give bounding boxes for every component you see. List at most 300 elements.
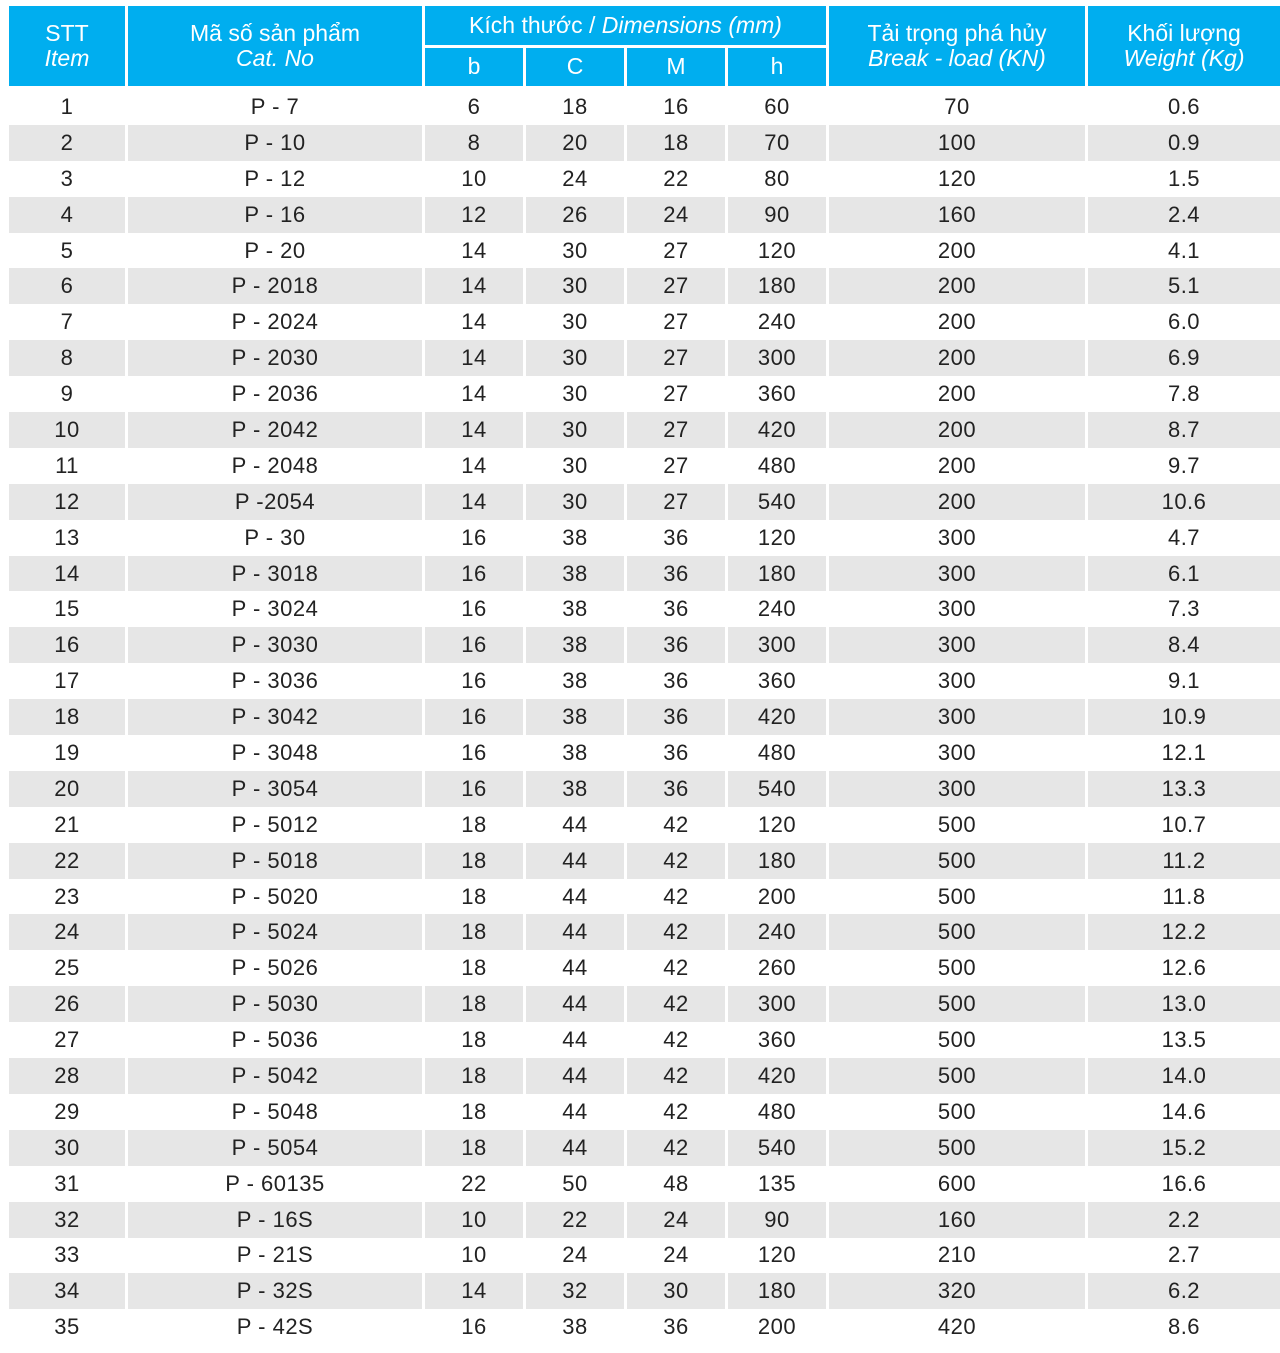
break-load-cell: 420 [937, 1314, 977, 1340]
dim-h-cell: 240 [757, 309, 797, 335]
dim-c-cell: 30 [562, 309, 588, 335]
break-load-cell: 320 [829, 1273, 1085, 1309]
dim-c-cell: 44 [526, 986, 624, 1022]
table-row [9, 412, 1280, 448]
header-item-vi: STT [45, 19, 89, 46]
dim-m-cell: 36 [663, 596, 689, 622]
break-load-cell: 500 [829, 914, 1085, 950]
table-row [9, 86, 1280, 125]
header-weight-en: Weight (Kg) [1123, 45, 1245, 71]
item-cell: 13 [54, 524, 80, 550]
dim-b-cell: 18 [461, 955, 487, 981]
break-load-cell: 500 [937, 883, 977, 909]
header-load-en: Break - load (KN) [868, 45, 1046, 71]
dim-b-cell: 16 [461, 739, 487, 765]
item-cell: 20 [9, 771, 125, 807]
dim-b-cell: 10 [461, 1242, 487, 1268]
cat-no-cell: P - 3024 [231, 596, 319, 622]
dim-h-cell: 120 [757, 1242, 797, 1268]
dim-h-cell: 200 [757, 1314, 797, 1340]
table-row [9, 1202, 1280, 1238]
table-row [9, 950, 1280, 986]
item-cell: 35 [54, 1314, 80, 1340]
dim-c-cell: 38 [526, 699, 624, 735]
header-weight-vi: Khối lượng [1127, 19, 1241, 46]
break-load-cell: 500 [829, 1130, 1085, 1166]
dim-b-cell: 18 [461, 1027, 487, 1053]
dim-m-cell: 30 [627, 1273, 725, 1309]
dim-h-cell: 200 [757, 883, 797, 909]
dim-c-cell: 30 [562, 237, 588, 263]
dim-m-cell: 42 [627, 1058, 725, 1094]
dim-h-cell: 240 [757, 596, 797, 622]
dim-b-cell: 14 [425, 484, 523, 520]
cat-no-cell: P - 5020 [231, 883, 319, 909]
break-load-cell: 200 [829, 484, 1085, 520]
dim-c-cell: 32 [526, 1273, 624, 1309]
dim-m-cell: 24 [663, 1242, 689, 1268]
table-row [9, 125, 1280, 161]
cat-no-cell: P - 3030 [128, 627, 422, 663]
table-row [9, 914, 1280, 950]
table-row [9, 1238, 1280, 1274]
header-dim-c: C [526, 45, 624, 86]
cat-no-cell: P - 5042 [128, 1058, 422, 1094]
dim-h-cell: 300 [728, 986, 826, 1022]
weight-cell: 2.4 [1088, 197, 1280, 233]
header-cat [128, 6, 422, 86]
table-row [9, 699, 1280, 735]
dim-m-cell: 16 [663, 93, 689, 119]
cat-no-cell: P - 5036 [231, 1027, 319, 1053]
dim-c-cell: 30 [562, 381, 588, 407]
table-row [9, 448, 1280, 484]
dim-m-cell: 42 [663, 1027, 689, 1053]
dim-b-cell: 10 [461, 165, 487, 191]
dim-m-cell: 42 [627, 986, 725, 1022]
cat-no-cell: P - 42S [236, 1314, 314, 1340]
cat-no-cell: P - 16 [128, 197, 422, 233]
dim-h-cell: 420 [728, 412, 826, 448]
dim-m-cell: 24 [627, 1202, 725, 1238]
table-row [9, 304, 1280, 340]
item-cell: 3 [60, 165, 74, 191]
dim-h-cell: 80 [764, 165, 790, 191]
dim-b-cell: 8 [425, 125, 523, 161]
cat-no-cell: P - 3042 [128, 699, 422, 735]
dim-h-cell: 420 [728, 1058, 826, 1094]
item-cell: 24 [9, 914, 125, 950]
dim-h-cell: 90 [728, 1202, 826, 1238]
cat-no-cell: P - 30 [244, 524, 306, 550]
cat-no-cell: P - 3036 [231, 668, 319, 694]
break-load-cell: 300 [937, 668, 977, 694]
break-load-cell: 500 [937, 1027, 977, 1053]
table-row [9, 520, 1280, 556]
dim-c-cell: 44 [526, 914, 624, 950]
break-load-cell: 500 [829, 986, 1085, 1022]
dim-b-cell: 16 [425, 556, 523, 592]
dim-m-cell: 36 [627, 771, 725, 807]
table-row [9, 376, 1280, 412]
table-row [9, 233, 1280, 269]
dim-c-cell: 38 [526, 556, 624, 592]
item-cell: 18 [9, 699, 125, 735]
header-dimensions-en: Dimensions (mm) [601, 11, 782, 38]
dim-c-cell: 24 [562, 1242, 588, 1268]
header-dim-b: b [425, 45, 523, 86]
dim-b-cell: 14 [425, 412, 523, 448]
dim-m-cell: 36 [663, 1314, 689, 1340]
dim-b-cell: 18 [425, 914, 523, 950]
dim-m-cell: 36 [627, 627, 725, 663]
dim-h-cell: 360 [757, 668, 797, 694]
weight-cell: 11.2 [1088, 843, 1280, 879]
break-load-cell: 200 [937, 309, 977, 335]
dim-c-cell: 24 [562, 165, 588, 191]
table-row [9, 1058, 1280, 1094]
dim-h-cell: 240 [728, 914, 826, 950]
weight-cell: 13.5 [1161, 1027, 1207, 1053]
cat-no-cell: P - 21S [236, 1242, 314, 1268]
dim-b-cell: 18 [425, 843, 523, 879]
weight-cell: 0.6 [1167, 93, 1201, 119]
dim-b-cell: 14 [425, 268, 523, 304]
table-row [9, 807, 1280, 843]
dim-c-cell: 44 [526, 843, 624, 879]
table-row [9, 268, 1280, 304]
dim-h-cell: 120 [757, 237, 797, 263]
dim-h-cell: 480 [757, 739, 797, 765]
dim-m-cell: 36 [627, 556, 725, 592]
item-cell: 28 [9, 1058, 125, 1094]
dim-c-cell: 44 [562, 1098, 588, 1124]
cat-no-cell: P - 5048 [231, 1098, 319, 1124]
break-load-cell: 100 [829, 125, 1085, 161]
item-cell: 8 [9, 340, 125, 376]
table-header [9, 6, 1280, 86]
dim-b-cell: 18 [425, 1130, 523, 1166]
dim-m-cell: 27 [627, 268, 725, 304]
dim-b-cell: 10 [425, 1202, 523, 1238]
item-cell: 9 [60, 381, 74, 407]
dim-c-cell: 38 [562, 596, 588, 622]
dim-m-cell: 27 [663, 381, 689, 407]
weight-cell: 6.9 [1088, 340, 1280, 376]
table-row [9, 340, 1280, 376]
dim-h-cell: 540 [728, 1130, 826, 1166]
break-load-cell: 200 [937, 237, 977, 263]
table-row [9, 1309, 1280, 1345]
item-cell: 17 [54, 668, 80, 694]
break-load-cell: 500 [937, 811, 977, 837]
dim-h-cell: 360 [757, 1027, 797, 1053]
table-row [9, 591, 1280, 627]
table-row [9, 1022, 1280, 1058]
dim-b-cell: 12 [425, 197, 523, 233]
cat-no-cell: P - 32S [128, 1273, 422, 1309]
weight-cell: 14.6 [1161, 1098, 1207, 1124]
item-cell: 16 [9, 627, 125, 663]
weight-cell: 10.9 [1088, 699, 1280, 735]
dim-b-cell: 14 [461, 452, 487, 478]
item-cell: 11 [55, 452, 79, 478]
weight-cell: 1.5 [1167, 165, 1201, 191]
dim-c-cell: 18 [562, 93, 588, 119]
item-cell: 30 [9, 1130, 125, 1166]
weight-cell: 14.0 [1088, 1058, 1280, 1094]
dim-h-cell: 180 [728, 268, 826, 304]
cat-no-cell: P - 5026 [231, 955, 319, 981]
item-cell: 21 [54, 811, 80, 837]
dim-c-cell: 44 [562, 883, 588, 909]
dim-h-cell: 540 [728, 484, 826, 520]
dim-h-cell: 180 [728, 843, 826, 879]
dim-c-cell: 44 [562, 955, 588, 981]
dim-h-cell: 540 [728, 771, 826, 807]
dim-m-cell: 18 [627, 125, 725, 161]
cat-no-cell: P - 16S [128, 1202, 422, 1238]
dim-m-cell: 42 [663, 883, 689, 909]
header-dimensions [425, 6, 826, 45]
dim-c-cell: 26 [526, 197, 624, 233]
dim-m-cell: 36 [663, 668, 689, 694]
dim-h-cell: 90 [728, 197, 826, 233]
break-load-cell: 300 [937, 596, 977, 622]
weight-cell: 13.0 [1088, 986, 1280, 1022]
dim-h-cell: 180 [728, 1273, 826, 1309]
dim-h-cell: 60 [764, 93, 790, 119]
dim-h-cell: 480 [757, 452, 797, 478]
dim-c-cell: 22 [526, 1202, 624, 1238]
break-load-cell: 500 [829, 843, 1085, 879]
item-cell: 19 [54, 739, 80, 765]
item-cell: 25 [54, 955, 80, 981]
break-load-cell: 200 [829, 340, 1085, 376]
header-dim-m: M [627, 45, 725, 86]
weight-cell: 10.6 [1088, 484, 1280, 520]
break-load-cell: 160 [829, 1202, 1085, 1238]
dim-h-cell: 135 [757, 1170, 797, 1196]
break-load-cell: 160 [829, 197, 1085, 233]
weight-cell: 9.7 [1167, 452, 1201, 478]
weight-cell: 12.1 [1161, 739, 1207, 765]
header-cat-vi: Mã số sản phẩm [189, 19, 361, 46]
dim-b-cell: 16 [461, 596, 487, 622]
spec-table [6, 6, 1280, 1345]
break-load-cell: 200 [829, 268, 1085, 304]
dim-c-cell: 38 [562, 524, 588, 550]
item-cell: 15 [54, 596, 80, 622]
dim-c-cell: 30 [526, 340, 624, 376]
item-cell: 33 [54, 1242, 80, 1268]
header-item [9, 6, 125, 86]
cat-no-cell: P - 5024 [128, 914, 422, 950]
dim-c-cell: 44 [526, 1058, 624, 1094]
item-cell: 2 [9, 125, 125, 161]
cat-no-cell: P - 60135 [225, 1170, 325, 1196]
table-body [9, 86, 1280, 1345]
cat-no-cell: P - 2024 [231, 309, 319, 335]
cat-no-cell: P - 5018 [128, 843, 422, 879]
dim-b-cell: 22 [461, 1170, 487, 1196]
dim-m-cell: 42 [663, 1098, 689, 1124]
table-row [9, 627, 1280, 663]
cat-no-cell: P - 2030 [128, 340, 422, 376]
item-cell: 34 [9, 1273, 125, 1309]
table-row [9, 484, 1280, 520]
weight-cell: 15.2 [1088, 1130, 1280, 1166]
table-row [9, 879, 1280, 915]
weight-cell: 4.7 [1167, 524, 1201, 550]
break-load-cell: 300 [829, 627, 1085, 663]
header-dimensions-vi: Kích thước / [469, 11, 596, 38]
cat-no-cell: P - 2048 [231, 452, 319, 478]
dim-c-cell: 44 [562, 1027, 588, 1053]
dim-m-cell: 42 [627, 1130, 725, 1166]
dim-c-cell: 30 [526, 484, 624, 520]
dim-m-cell: 27 [663, 452, 689, 478]
weight-cell: 0.9 [1088, 125, 1280, 161]
table-row [9, 843, 1280, 879]
dim-b-cell: 16 [425, 699, 523, 735]
dim-m-cell: 48 [663, 1170, 689, 1196]
cat-no-cell: P - 5012 [231, 811, 319, 837]
break-load-cell: 500 [937, 1098, 977, 1124]
dim-m-cell: 42 [627, 843, 725, 879]
weight-cell: 10.7 [1161, 811, 1207, 837]
table-row [9, 1130, 1280, 1166]
dim-h-cell: 300 [728, 627, 826, 663]
dim-c-cell: 38 [562, 1314, 588, 1340]
weight-cell: 12.2 [1088, 914, 1280, 950]
dim-b-cell: 14 [461, 309, 487, 335]
break-load-cell: 200 [829, 412, 1085, 448]
weight-cell: 5.1 [1088, 268, 1280, 304]
dim-b-cell: 14 [425, 1273, 523, 1309]
table-row [9, 1166, 1280, 1202]
dim-c-cell: 50 [562, 1170, 588, 1196]
cat-no-cell: P - 3018 [128, 556, 422, 592]
dim-h-cell: 120 [757, 524, 797, 550]
header-load [829, 6, 1085, 86]
break-load-cell: 300 [937, 524, 977, 550]
break-load-cell: 200 [937, 452, 977, 478]
dim-m-cell: 22 [663, 165, 689, 191]
break-load-cell: 70 [944, 93, 970, 119]
cat-no-cell: P -2054 [128, 484, 422, 520]
dim-m-cell: 36 [663, 524, 689, 550]
header-dim-h: h [728, 45, 826, 86]
dim-b-cell: 6 [467, 93, 481, 119]
dim-m-cell: 27 [663, 237, 689, 263]
table-row [9, 771, 1280, 807]
dim-m-cell: 24 [627, 197, 725, 233]
cat-no-cell: P - 3054 [128, 771, 422, 807]
dim-b-cell: 18 [425, 986, 523, 1022]
header-load-vi: Tải trọng phá hủy [867, 19, 1047, 46]
table-row [9, 556, 1280, 592]
weight-cell: 6.0 [1167, 309, 1201, 335]
dim-c-cell: 30 [526, 268, 624, 304]
dim-b-cell: 16 [425, 771, 523, 807]
item-cell: 5 [60, 237, 74, 263]
weight-cell: 2.2 [1088, 1202, 1280, 1238]
header-cat-en: Cat. No [236, 45, 314, 71]
dim-b-cell: 14 [461, 237, 487, 263]
item-cell: 23 [54, 883, 80, 909]
cat-no-cell: P - 12 [244, 165, 306, 191]
table-row [9, 1094, 1280, 1130]
break-load-cell: 200 [937, 381, 977, 407]
dim-b-cell: 18 [461, 1098, 487, 1124]
dim-h-cell: 260 [757, 955, 797, 981]
weight-cell: 7.3 [1167, 596, 1201, 622]
cat-no-cell: P - 7 [250, 93, 300, 119]
dim-c-cell: 38 [526, 627, 624, 663]
dim-b-cell: 16 [425, 627, 523, 663]
dim-c-cell: 38 [526, 771, 624, 807]
weight-cell: 11.8 [1162, 883, 1206, 909]
break-load-cell: 500 [937, 955, 977, 981]
break-load-cell: 300 [829, 556, 1085, 592]
item-cell: 31 [54, 1170, 80, 1196]
dim-h-cell: 480 [757, 1098, 797, 1124]
item-cell: 10 [9, 412, 125, 448]
weight-cell: 6.1 [1088, 556, 1280, 592]
dim-c-cell: 44 [562, 811, 588, 837]
table-row [9, 663, 1280, 699]
item-cell: 4 [9, 197, 125, 233]
dim-m-cell: 36 [663, 739, 689, 765]
dim-m-cell: 27 [663, 309, 689, 335]
item-cell: 14 [9, 556, 125, 592]
weight-cell: 8.6 [1167, 1314, 1201, 1340]
dim-b-cell: 16 [461, 668, 487, 694]
item-cell: 6 [9, 268, 125, 304]
weight-cell: 8.4 [1088, 627, 1280, 663]
header-weight [1088, 6, 1280, 86]
header-item-en: Item [44, 45, 90, 71]
break-load-cell: 300 [937, 739, 977, 765]
item-cell: 1 [60, 93, 74, 119]
dim-h-cell: 120 [757, 811, 797, 837]
table-row [9, 1273, 1280, 1309]
break-load-cell: 120 [937, 165, 977, 191]
break-load-cell: 300 [829, 771, 1085, 807]
cat-no-cell: P - 3048 [231, 739, 319, 765]
weight-cell: 12.6 [1161, 955, 1207, 981]
weight-cell: 6.2 [1088, 1273, 1280, 1309]
dim-m-cell: 27 [627, 412, 725, 448]
break-load-cell: 600 [937, 1170, 977, 1196]
item-cell: 22 [9, 843, 125, 879]
dim-b-cell: 16 [461, 524, 487, 550]
break-load-cell: 300 [829, 699, 1085, 735]
dim-b-cell: 14 [425, 340, 523, 376]
item-cell: 12 [9, 484, 125, 520]
weight-cell: 9.1 [1167, 668, 1201, 694]
item-cell: 32 [9, 1202, 125, 1238]
dim-m-cell: 42 [627, 914, 725, 950]
weight-cell: 2.7 [1167, 1242, 1201, 1268]
item-cell: 26 [9, 986, 125, 1022]
dim-h-cell: 70 [728, 125, 826, 161]
item-cell: 7 [60, 309, 74, 335]
item-cell: 29 [54, 1098, 80, 1124]
dim-h-cell: 420 [728, 699, 826, 735]
dim-b-cell: 16 [461, 1314, 487, 1340]
